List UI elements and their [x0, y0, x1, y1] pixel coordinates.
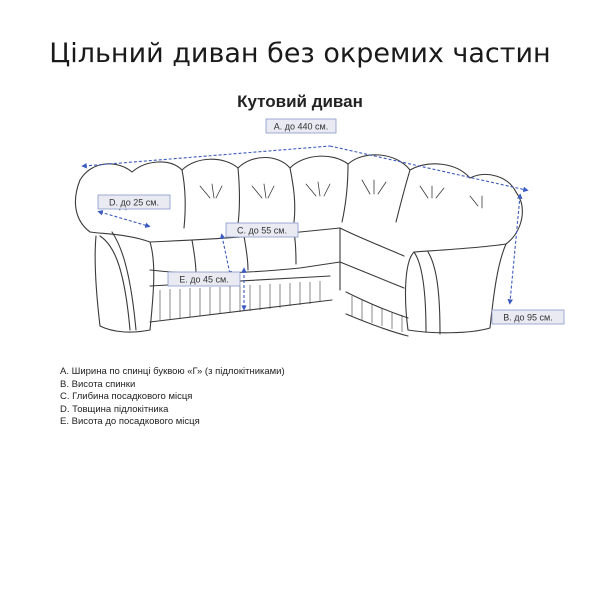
svg-text:В. до 95 см.: В. до 95 см.: [503, 312, 553, 323]
legend-item-a: А. Ширина по спинці буквою «Г» (з підлокітниками): [60, 366, 285, 377]
svg-text:D. до 25 см.: D. до 25 см.: [109, 197, 159, 208]
label-b: [492, 310, 564, 324]
svg-text:А. до 440 см.: А. до 440 см.: [273, 121, 329, 132]
sofa-outline: [75, 155, 522, 336]
legend-item-d: D. Товщина підлокітника: [60, 403, 169, 415]
page-title: Цільний диван без окремих частин: [49, 38, 551, 69]
legend-item-c: С. Глибина посадкового місця: [60, 391, 193, 402]
svg-text:Е. до 45 см.: Е. до 45 см.: [179, 274, 229, 285]
diagram-title: Кутовий диван: [237, 92, 363, 111]
label-c: [226, 223, 298, 237]
label-a: [266, 119, 336, 133]
label-e: [168, 272, 240, 286]
dimensions-legend: [60, 366, 480, 429]
legend-item-b: В. Висота спинки: [60, 378, 136, 390]
svg-text:С. до 55 см.: С. до 55 см.: [237, 225, 287, 236]
legend-item-e: Е. Висота до посадкового місця: [60, 416, 200, 427]
label-d: [98, 195, 170, 209]
